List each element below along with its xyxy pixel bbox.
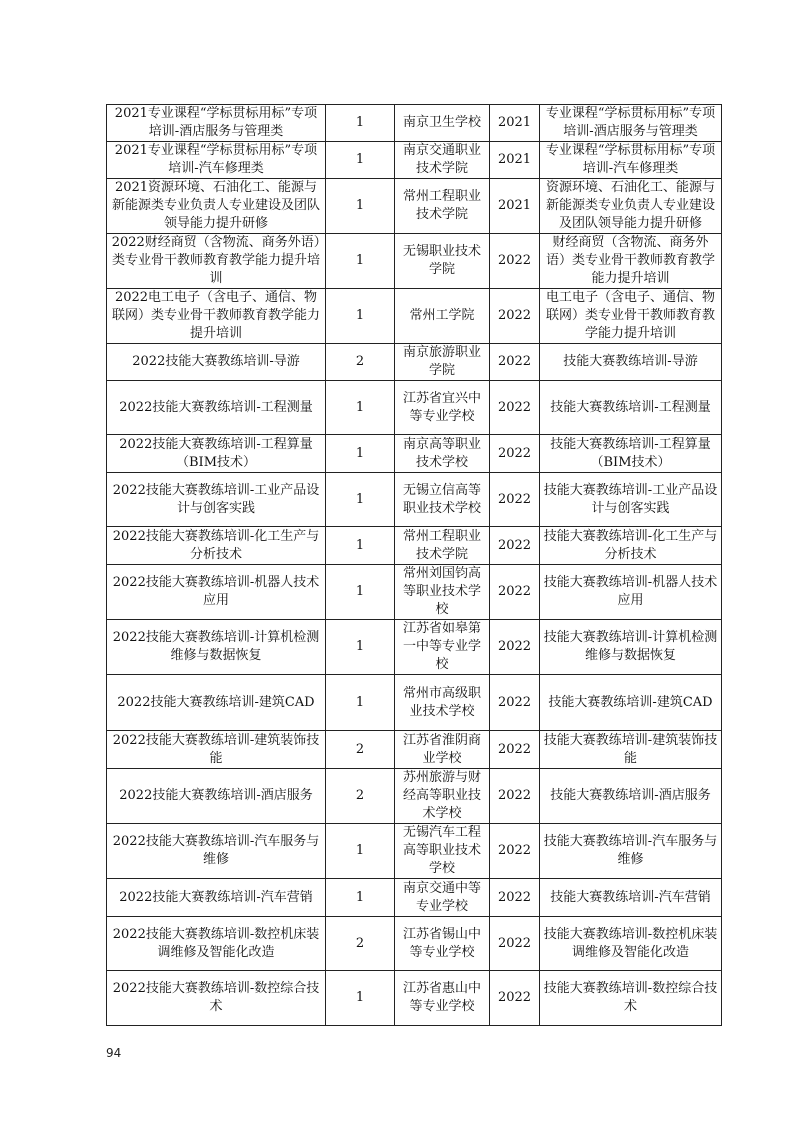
table-cell-project: 技能大赛教练培训-建筑CAD xyxy=(540,675,722,731)
table-cell-year: 2021 xyxy=(490,142,540,179)
page-number: 94 xyxy=(106,1046,122,1060)
table-cell-project: 技能大赛教练培训-计算机检测维修与数据恢复 xyxy=(540,620,722,675)
table-cell-institution: 南京高等职业技术学校 xyxy=(395,435,490,473)
table-cell-year: 2022 xyxy=(490,917,540,971)
table-cell-year: 2022 xyxy=(490,527,540,565)
table-cell-institution: 无锡立信高等职业技术学校 xyxy=(395,473,490,527)
table-cell-training-name: 2022技能大赛教练培训-工程算量（BIM技术） xyxy=(107,435,326,473)
table-row xyxy=(107,769,722,824)
table-cell-count: 1 xyxy=(326,620,395,675)
table-cell-project: 技能大赛教练培训-工程算量（BIM技术） xyxy=(540,435,722,473)
table-row xyxy=(107,731,722,769)
table-cell-institution: 常州工程职业技术学院 xyxy=(395,527,490,565)
table-cell-training-name: 2022技能大赛教练培训-汽车服务与维修 xyxy=(107,824,326,879)
table-cell-year: 2022 xyxy=(490,234,540,289)
table-cell-institution: 常州工程职业技术学院 xyxy=(395,179,490,234)
table-cell-project: 专业课程“学标贯标用标”专项培训-酒店服务与管理类 xyxy=(540,105,722,142)
table-cell-institution: 江苏省淮阴商业学校 xyxy=(395,731,490,769)
table-cell-training-name: 2022财经商贸（含物流、商务外语）类专业骨干教师教育教学能力提升培训 xyxy=(107,234,326,289)
table-row xyxy=(107,879,722,917)
table-row xyxy=(107,435,722,473)
table-cell-count: 2 xyxy=(326,917,395,971)
table-cell-count: 1 xyxy=(326,105,395,142)
table-cell-count: 2 xyxy=(326,731,395,769)
table-cell-project: 技能大赛教练培训-数控机床装调维修及智能化改造 xyxy=(540,917,722,971)
table-cell-year: 2022 xyxy=(490,435,540,473)
table-cell-project: 技能大赛教练培训-工业产品设计与创客实践 xyxy=(540,473,722,527)
table-cell-training-name: 2021专业课程“学标贯标用标”专项培训-汽车修理类 xyxy=(107,142,326,179)
table-row xyxy=(107,565,722,620)
table-cell-count: 1 xyxy=(326,527,395,565)
table-cell-training-name: 2022技能大赛教练培训-数控综合技术 xyxy=(107,971,326,1026)
table-cell-year: 2022 xyxy=(490,971,540,1026)
table-cell-project: 技能大赛教练培训-机器人技术应用 xyxy=(540,565,722,620)
table-row xyxy=(107,381,722,435)
table-cell-project: 财经商贸（含物流、商务外语）类专业骨干教师教育教学能力提升培训 xyxy=(540,234,722,289)
table-cell-year: 2021 xyxy=(490,105,540,142)
table-cell-year: 2022 xyxy=(490,620,540,675)
table-cell-project: 技能大赛教练培训-工程测量 xyxy=(540,381,722,435)
table-cell-count: 1 xyxy=(326,879,395,917)
table-cell-training-name: 2022技能大赛教练培训-建筑CAD xyxy=(107,675,326,731)
table-cell-project: 资源环境、石油化工、能源与新能源类专业负责人专业建设及团队领导能力提升研修 xyxy=(540,179,722,234)
table-cell-institution: 南京交通职业技术学院 xyxy=(395,142,490,179)
table-cell-training-name: 2022技能大赛教练培训-计算机检测维修与数据恢复 xyxy=(107,620,326,675)
table-cell-count: 1 xyxy=(326,473,395,527)
table-row xyxy=(107,824,722,879)
table-row xyxy=(107,473,722,527)
table-cell-training-name: 2022技能大赛教练培训-酒店服务 xyxy=(107,769,326,824)
table-cell-count: 2 xyxy=(326,769,395,824)
table-cell-count: 1 xyxy=(326,234,395,289)
table-cell-institution: 江苏省宜兴中等专业学校 xyxy=(395,381,490,435)
table-cell-count: 1 xyxy=(326,381,395,435)
table-cell-institution: 南京旅游职业学院 xyxy=(395,344,490,381)
table-cell-count: 1 xyxy=(326,971,395,1026)
table-cell-year: 2022 xyxy=(490,473,540,527)
table-cell-year: 2022 xyxy=(490,344,540,381)
table-cell-training-name: 2022技能大赛教练培训-建筑装饰技能 xyxy=(107,731,326,769)
table-cell-training-name: 2021资源环境、石油化工、能源与新能源类专业负责人专业建设及团队领导能力提升研修 xyxy=(107,179,326,234)
table-row xyxy=(107,179,722,234)
table-cell-training-name: 2021专业课程“学标贯标用标”专项培训-酒店服务与管理类 xyxy=(107,105,326,142)
table-cell-training-name: 2022技能大赛教练培训-汽车营销 xyxy=(107,879,326,917)
table-cell-project: 技能大赛教练培训-化工生产与分析技术 xyxy=(540,527,722,565)
table-cell-institution: 南京交通中等专业学校 xyxy=(395,879,490,917)
table-cell-institution: 常州工学院 xyxy=(395,289,490,344)
table-cell-institution: 无锡职业技术学院 xyxy=(395,234,490,289)
table-cell-year: 2022 xyxy=(490,289,540,344)
table-cell-institution: 常州市高级职业技术学校 xyxy=(395,675,490,731)
table-cell-year: 2022 xyxy=(490,769,540,824)
table-cell-project: 专业课程“学标贯标用标”专项培训-汽车修理类 xyxy=(540,142,722,179)
table-row xyxy=(107,142,722,179)
table-row xyxy=(107,234,722,289)
table-row xyxy=(107,917,722,971)
table-cell-training-name: 2022技能大赛教练培训-工业产品设计与创客实践 xyxy=(107,473,326,527)
table-row xyxy=(107,675,722,731)
table-cell-project: 技能大赛教练培训-建筑装饰技能 xyxy=(540,731,722,769)
table-cell-institution: 苏州旅游与财经高等职业技术学校 xyxy=(395,769,490,824)
table-cell-count: 1 xyxy=(326,565,395,620)
table-row xyxy=(107,620,722,675)
table-cell-year: 2022 xyxy=(490,879,540,917)
table-cell-year: 2022 xyxy=(490,731,540,769)
table-cell-institution: 常州刘国钧高等职业技术学校 xyxy=(395,565,490,620)
table-cell-year: 2022 xyxy=(490,824,540,879)
table-row xyxy=(107,105,722,142)
training-table xyxy=(106,104,722,1026)
table-cell-project: 技能大赛教练培训-导游 xyxy=(540,344,722,381)
table-cell-training-name: 2022电工电子（含电子、通信、物联网）类专业骨干教师教育教学能力提升培训 xyxy=(107,289,326,344)
table-cell-institution: 南京卫生学校 xyxy=(395,105,490,142)
table-cell-year: 2022 xyxy=(490,381,540,435)
table-cell-project: 技能大赛教练培训-汽车服务与维修 xyxy=(540,824,722,879)
table-cell-count: 1 xyxy=(326,824,395,879)
table-cell-institution: 江苏省如皋第一中等专业学校 xyxy=(395,620,490,675)
table-cell-project: 技能大赛教练培训-酒店服务 xyxy=(540,769,722,824)
table-cell-project: 技能大赛教练培训-数控综合技术 xyxy=(540,971,722,1026)
table-cell-year: 2022 xyxy=(490,565,540,620)
table-cell-count: 2 xyxy=(326,344,395,381)
table-cell-project: 技能大赛教练培训-汽车营销 xyxy=(540,879,722,917)
table-cell-training-name: 2022技能大赛教练培训-数控机床装调维修及智能化改造 xyxy=(107,917,326,971)
table-row xyxy=(107,344,722,381)
table-cell-institution: 无锡汽车工程高等职业技术学校 xyxy=(395,824,490,879)
table-cell-year: 2022 xyxy=(490,675,540,731)
table-cell-project: 电工电子（含电子、通信、物联网）类专业骨干教师教育教学能力提升培训 xyxy=(540,289,722,344)
table-cell-training-name: 2022技能大赛教练培训-导游 xyxy=(107,344,326,381)
table-cell-count: 1 xyxy=(326,289,395,344)
table-cell-count: 1 xyxy=(326,675,395,731)
table-cell-training-name: 2022技能大赛教练培训-机器人技术应用 xyxy=(107,565,326,620)
table-row xyxy=(107,289,722,344)
table-cell-institution: 江苏省锡山中等专业学校 xyxy=(395,917,490,971)
table-cell-year: 2021 xyxy=(490,179,540,234)
table-cell-training-name: 2022技能大赛教练培训-化工生产与分析技术 xyxy=(107,527,326,565)
table-cell-training-name: 2022技能大赛教练培训-工程测量 xyxy=(107,381,326,435)
table-row xyxy=(107,971,722,1026)
table-cell-institution: 江苏省惠山中等专业学校 xyxy=(395,971,490,1026)
table-cell-count: 1 xyxy=(326,142,395,179)
table-cell-count: 1 xyxy=(326,435,395,473)
table-row xyxy=(107,527,722,565)
table-cell-count: 1 xyxy=(326,179,395,234)
